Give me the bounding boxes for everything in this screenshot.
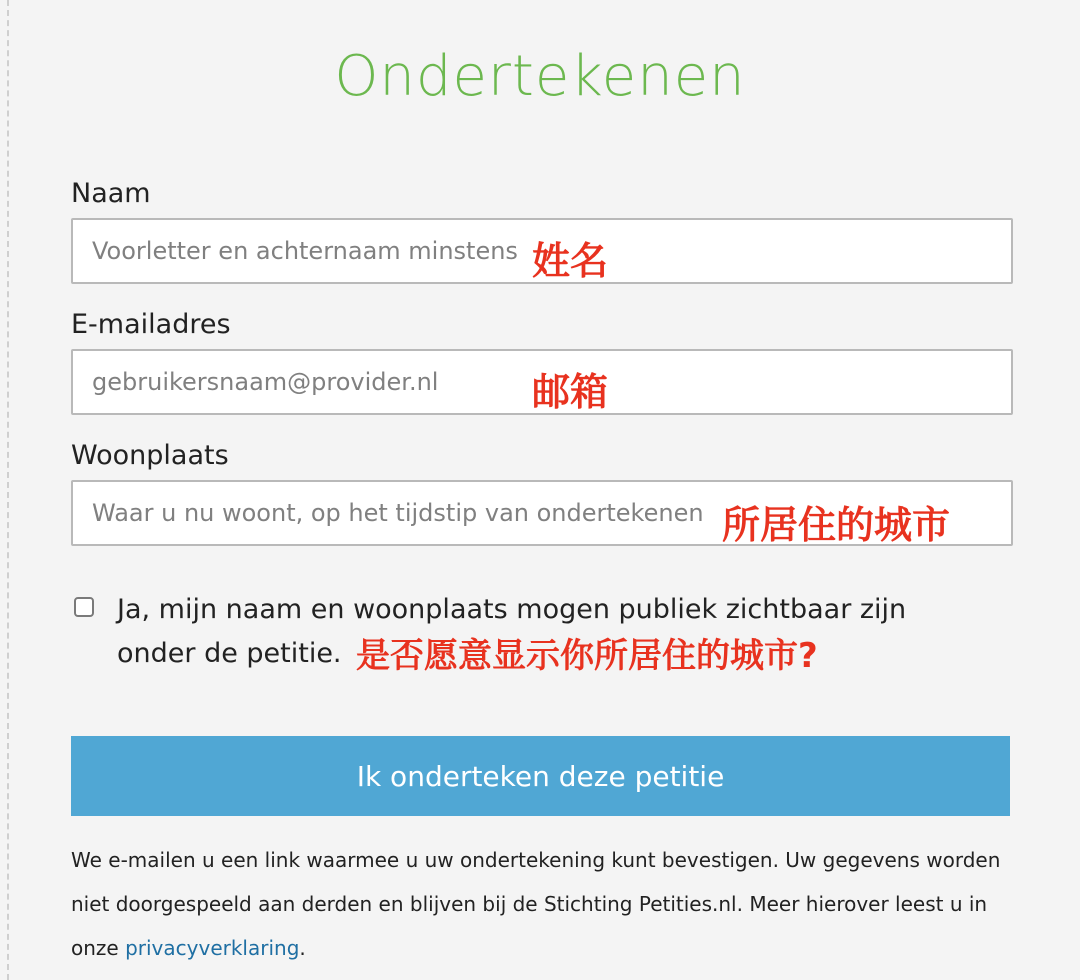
email-annotation: 邮箱: [532, 370, 609, 414]
name-input[interactable]: [92, 220, 532, 282]
consent-checkbox[interactable]: [74, 597, 94, 617]
city-input[interactable]: [92, 482, 722, 544]
consent-label-line1: Ja, mijn naam en woonplaats mogen publiek zichtbaar zijn: [117, 594, 907, 625]
sign-petition-button[interactable]: Ik onderteken deze petitie: [71, 736, 1010, 816]
consent-label-line2: onder de petitie.: [117, 638, 342, 669]
email-input[interactable]: [92, 351, 532, 413]
disclaimer-text: We e-mailen u een link waarmee u uw ondertekening kunt bevestigen. Uw gegevens worden niet doorgespeeld aan derden en blijven bij de Stichting Petities.nl. Meer hierover leest u in onze: [71, 848, 1001, 960]
page-edge-divider: [7, 0, 9, 980]
disclaimer-end: .: [299, 936, 306, 960]
page-title: Ondertekenen: [334, 44, 746, 109]
consent-annotation: 是否愿意显示你所居住的城市?: [356, 636, 818, 676]
city-label: Woonplaats: [71, 440, 229, 471]
email-label: E-mailadres: [71, 309, 231, 340]
name-annotation: 姓名: [532, 239, 609, 283]
city-annotation: 所居住的城市: [722, 503, 951, 547]
privacy-disclaimer: [71, 838, 1011, 970]
privacy-statement-link[interactable]: privacyverklaring: [125, 936, 300, 960]
name-label: Naam: [71, 178, 151, 209]
